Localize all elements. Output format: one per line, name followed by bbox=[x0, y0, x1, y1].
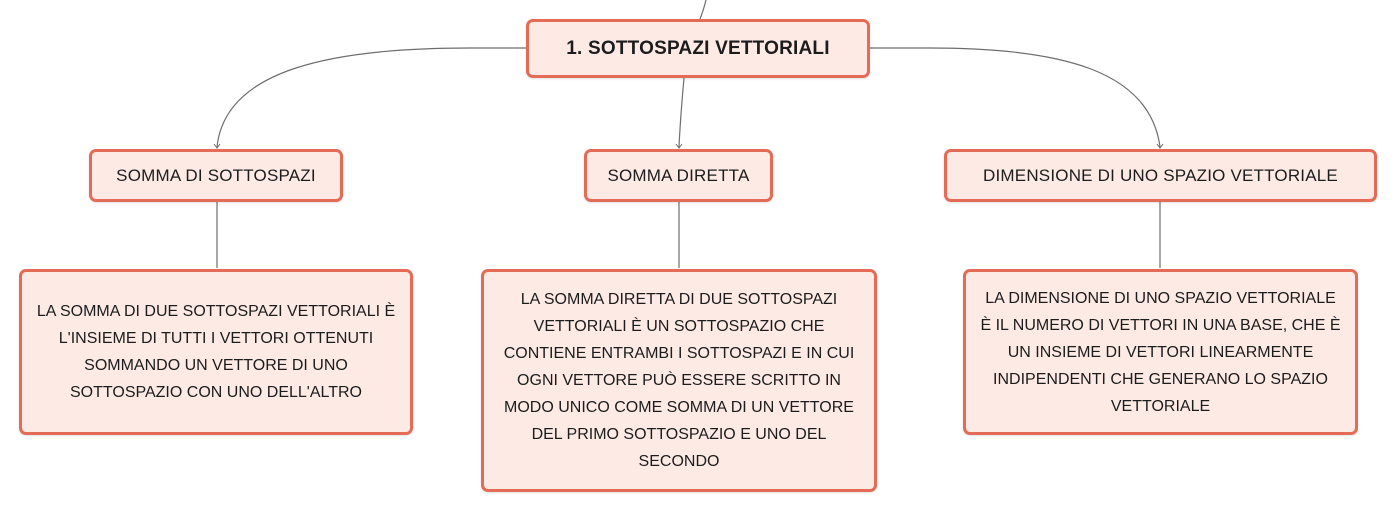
topic-node-somma-di-sottospazi[interactable] bbox=[89, 149, 343, 202]
detail-line: CONTIENE ENTRAMBI I SOTTOSPAZI E IN CUI bbox=[503, 345, 855, 362]
connector-root-to-topic-1 bbox=[217, 48, 526, 147]
detail-line: INDIPENDENTI CHE GENERANO LO SPAZIO bbox=[993, 370, 1328, 388]
detail-line: MODO UNICO COME SOMMA DI UN VETTORE bbox=[504, 399, 854, 416]
detail-line: OGNI VETTORE PUÒ ESSERE SCRITTO IN bbox=[517, 372, 841, 389]
detail-node-dimensione[interactable] bbox=[963, 269, 1358, 435]
detail-text bbox=[980, 285, 1340, 420]
detail-line: UN INSIEME DI VETTORI LINEARMENTE bbox=[1007, 343, 1314, 361]
detail-line: DEL PRIMO SOTTOSPAZIO E UNO DEL bbox=[531, 426, 827, 443]
detail-line: LA DIMENSIONE DI UNO SPAZIO VETTORIALE bbox=[985, 289, 1336, 307]
detail-line: LA SOMMA DI DUE SOTTOSPAZI VETTORIALI È bbox=[36, 303, 396, 320]
topic-node-somma-diretta[interactable] bbox=[584, 149, 773, 202]
detail-node-somma-di-sottospazi[interactable] bbox=[19, 269, 413, 435]
detail-line: VETTORIALE bbox=[1110, 397, 1211, 415]
root-label: 1. SOTTOSPAZI VETTORIALI bbox=[566, 37, 830, 59]
detail-line: È IL NUMERO DI VETTORI IN UNA BASE, CHE È bbox=[980, 316, 1341, 334]
topic-node-dimensione[interactable] bbox=[944, 149, 1377, 202]
detail-text bbox=[504, 286, 855, 475]
detail-text bbox=[37, 298, 395, 406]
topic-label: SOMMA DIRETTA bbox=[607, 165, 750, 185]
connector-parent-to-root bbox=[700, 0, 706, 19]
detail-line: SOTTOSPAZIO CON UNO DELL'ALTRO bbox=[70, 384, 362, 401]
topic-label: SOMMA DI SOTTOSPAZI bbox=[116, 165, 316, 185]
detail-line: L'INSIEME DI TUTTI I VETTORI OTTENUTI bbox=[58, 330, 374, 347]
detail-node-somma-diretta[interactable] bbox=[481, 269, 877, 492]
detail-line: SOMMANDO UN VETTORE DI UNO bbox=[84, 357, 348, 374]
topic-label: DIMENSIONE DI UNO SPAZIO VETTORIALE bbox=[983, 165, 1338, 185]
detail-line: SECONDO bbox=[638, 453, 720, 470]
connector-root-to-topic-2 bbox=[679, 78, 684, 147]
detail-line: VETTORIALI È UN SOTTOSPAZIO CHE bbox=[533, 318, 825, 335]
root-node[interactable] bbox=[526, 19, 870, 78]
detail-line: LA SOMMA DIRETTA DI DUE SOTTOSPAZI bbox=[520, 291, 838, 308]
connector-root-to-topic-3 bbox=[870, 48, 1160, 147]
